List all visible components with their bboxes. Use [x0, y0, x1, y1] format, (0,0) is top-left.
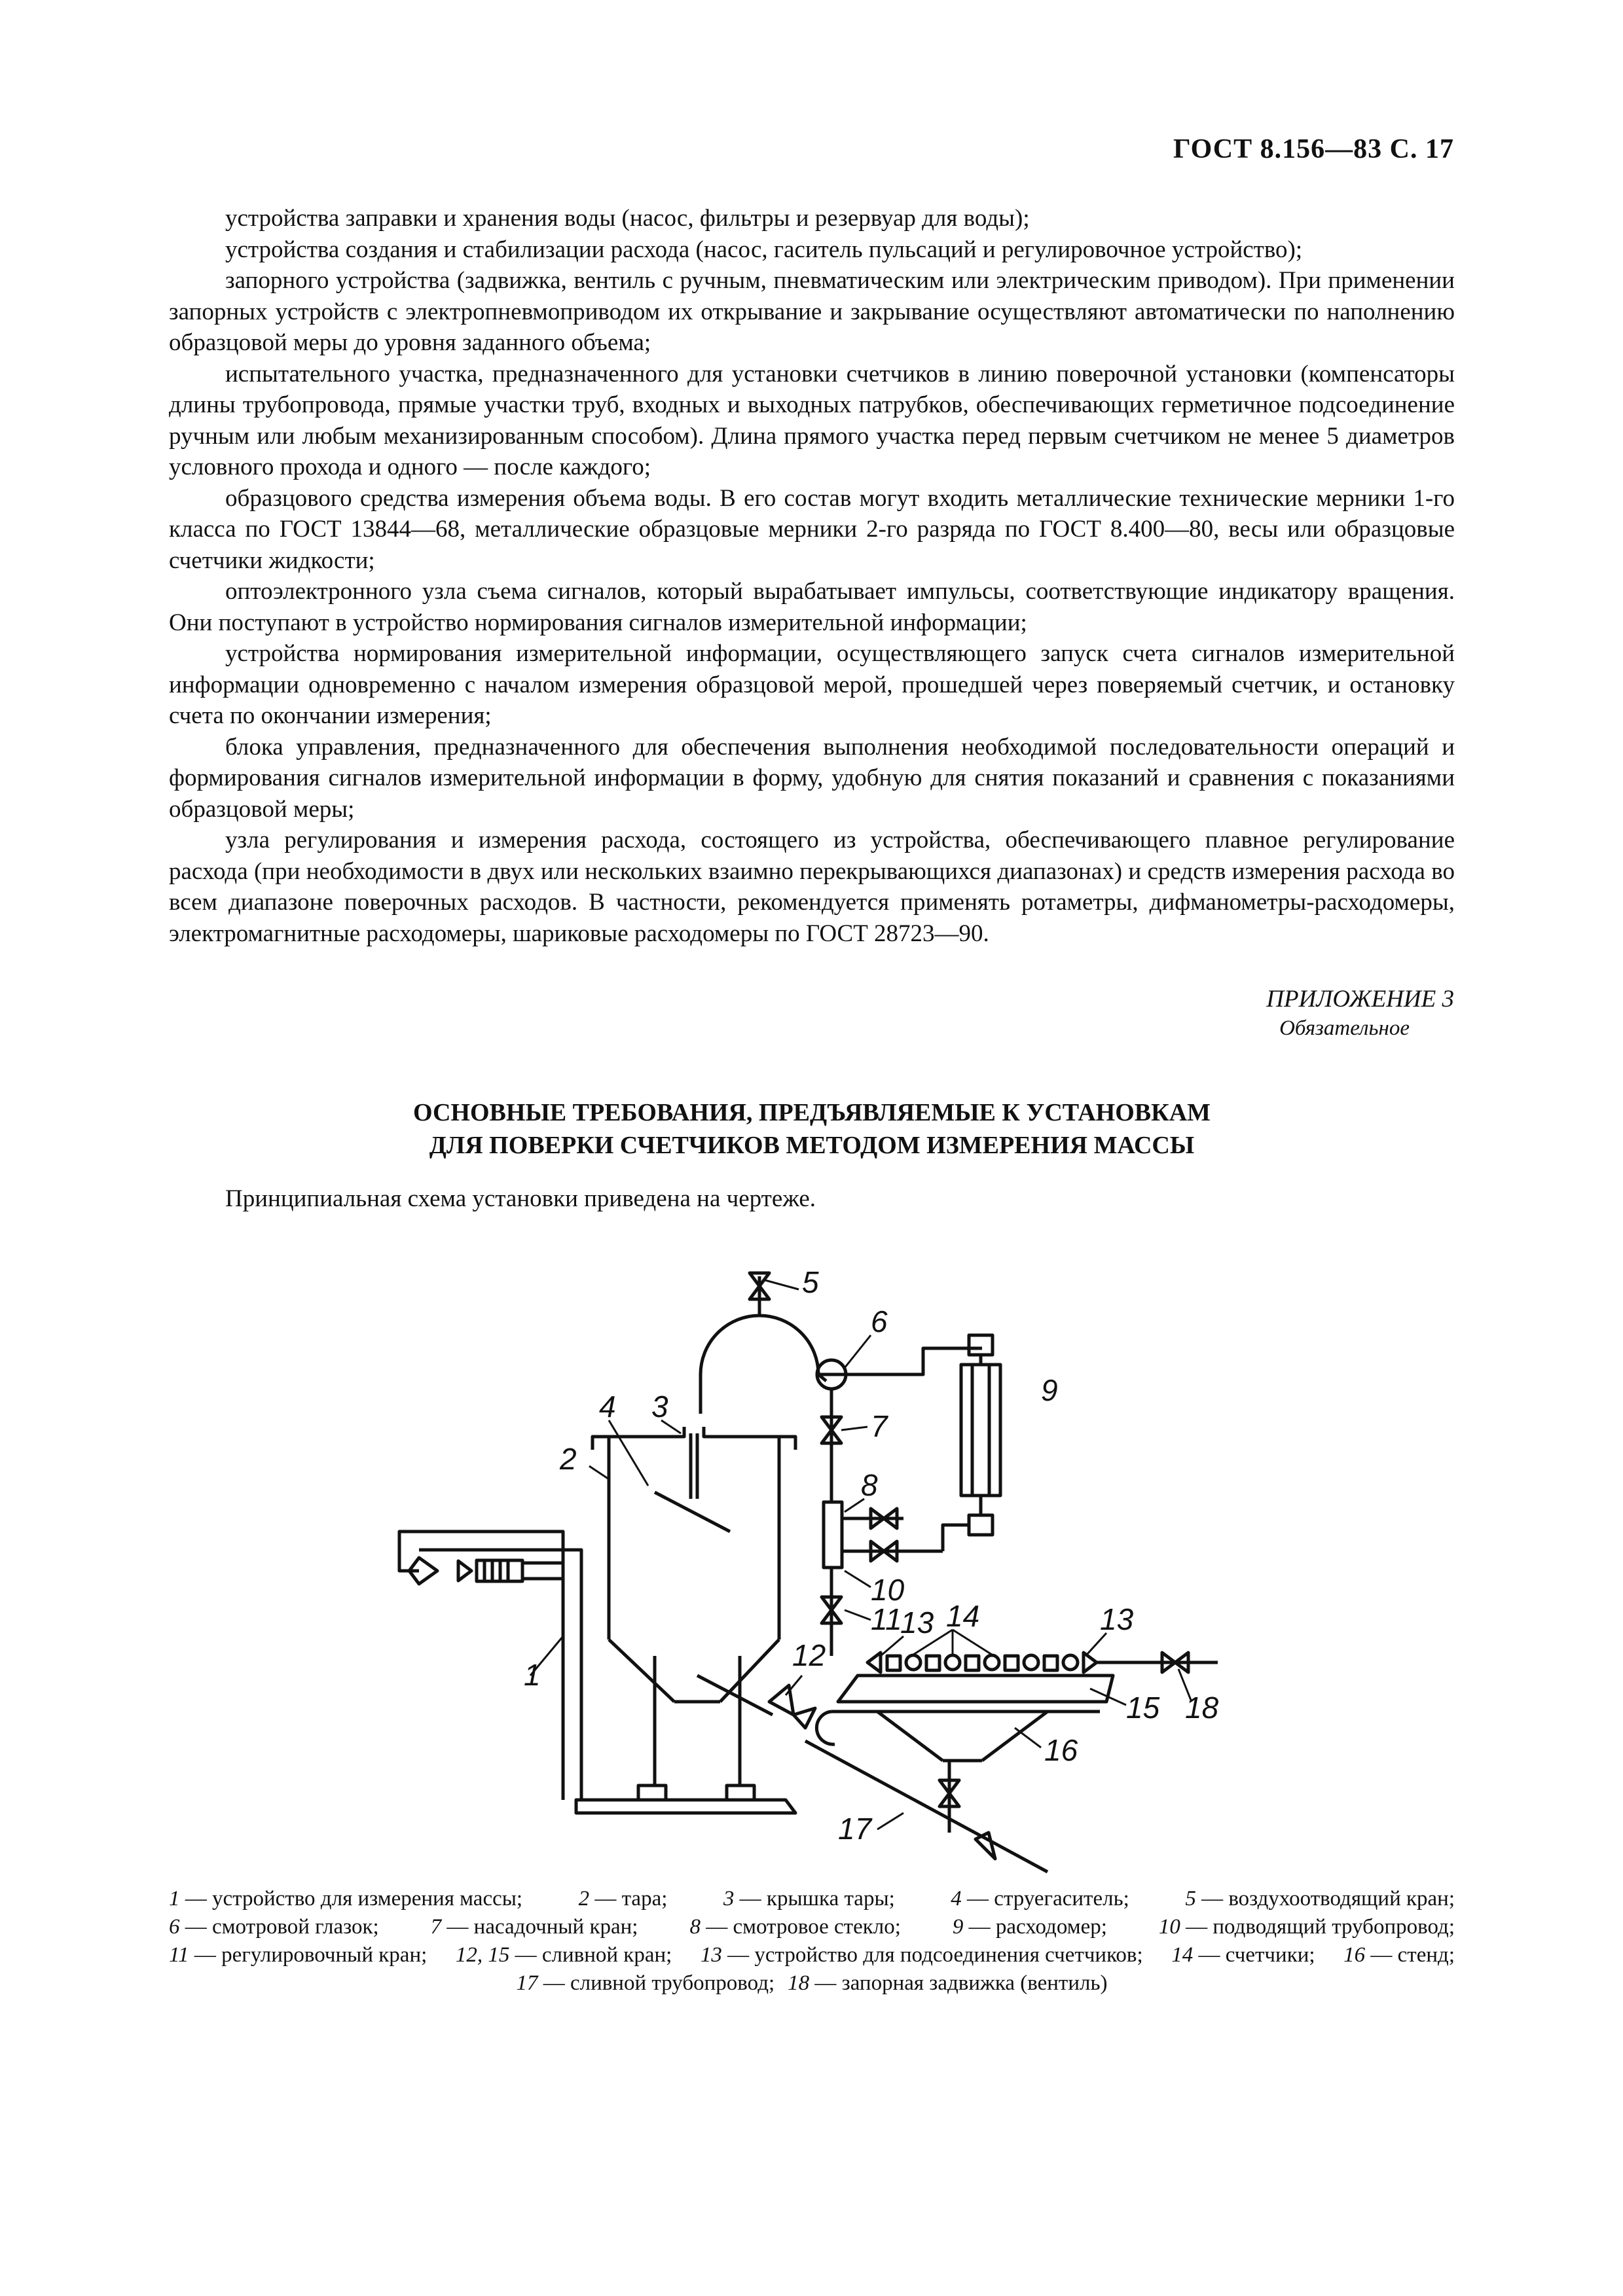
legend-item: 6 — смотровой глазок; — [169, 1915, 379, 1939]
air-valve — [750, 1273, 769, 1316]
sight-glass-eye — [817, 1348, 982, 1389]
nozzle-valve — [822, 1389, 841, 1502]
section-title — [169, 1096, 1455, 1162]
paragraph: испытательного участка, предназначенного для установки счетчиков в линию поверочной установки (компенсаторы длины трубопровода, прямые участки труб, входных и выходных патрубков, обеспечивающих герметичное подсоединение ручным или любым механизированным способом). Длина прямого участка перед первым счетчиком не менее 5 диаметров условного прохода и одного — после каждого; — [169, 360, 1455, 480]
label-15: 15 — [1126, 1691, 1160, 1725]
legend-line — [169, 1969, 1455, 1998]
paragraph: оптоэлектронного узла съема сигналов, который вырабатывает импульсы, соответствующие индикатору вращения. Они поступают в устройство нормирования сигналов измерительной информации; — [169, 578, 1455, 636]
label-9: 9 — [1041, 1373, 1058, 1407]
label-2: 2 — [560, 1442, 577, 1476]
legend-item: 2 — тара; — [578, 1887, 668, 1910]
dome — [701, 1316, 826, 1414]
label-3: 3 — [651, 1390, 668, 1424]
legend-item: 14 — счетчики; — [1171, 1943, 1315, 1967]
label-8: 8 — [861, 1468, 878, 1502]
paragraph: устройства нормирования измерительной информации, осуществляющего запуск счета сигналов измерительной информации одновременно с началом измерения образцовой мерой, прошедшей через поверяемый счетчик, и остановку счета по окончании измерения; — [169, 640, 1455, 729]
meters-line — [867, 1653, 1218, 1672]
label-13: 13 — [900, 1605, 934, 1640]
legend-item: 16 — стенд; — [1343, 1943, 1455, 1967]
container-tare — [609, 1437, 779, 1785]
legend-item: 4 — струегаситель; — [951, 1887, 1129, 1910]
mass-measuring-device — [399, 1532, 795, 1813]
legend-item: 8 — смотровое стекло; — [689, 1915, 901, 1939]
appendix-number: ПРИЛОЖЕНИЕ 3 — [1266, 986, 1454, 1013]
label-7: 7 — [871, 1409, 888, 1443]
legend-item: 11 — регулировочный кран; — [169, 1943, 428, 1967]
intro-text: Принципиальная схема установки приведена на чертеже. — [225, 1185, 816, 1212]
label-5: 5 — [802, 1265, 819, 1299]
body-text — [169, 203, 1455, 949]
section-title-line: ДЛЯ ПОВЕРКИ СЧЕТЧИКОВ МЕТОДОМ ИЗМЕРЕНИЯ МАССЫ — [429, 1132, 1195, 1159]
legend-item: 12, 15 — сливной кран; — [455, 1943, 672, 1967]
installation-scheme — [354, 1224, 1296, 1878]
label-14: 14 — [946, 1599, 980, 1633]
paragraph: устройства заправки и хранения воды (насос, фильтры и резервуар для воды); — [225, 205, 1030, 232]
legend-item: 10 — подводящий трубопровод; — [1158, 1915, 1455, 1939]
legend-item: 3 — крышка тары; — [723, 1887, 895, 1910]
paragraph: устройства создания и стабилизации расхода (насос, гаситель пульсаций и регулировочное устройство); — [225, 236, 1303, 263]
label-4: 4 — [599, 1390, 616, 1424]
leader-lines — [530, 1280, 1192, 1829]
paragraph: узла регулирования и измерения расхода, состоящего из устройства, обеспечивающего плавное регулирование расхода (при необходимости в двух или нескольких взаимно перекрывающихся диапазонах) и средств измерения расхода во всем диапазоне поверочных расходов. В частности, рекомендуется применять ротаметры, дифманометры-расходомеры, электромагнитные расходомеры, шариковые расходомеры по ГОСТ 28723—90. — [169, 827, 1455, 947]
container-lid — [593, 1427, 795, 1499]
legend-line — [169, 1913, 1455, 1941]
label-16: 16 — [1044, 1733, 1078, 1767]
paragraph: образцового средства измерения объема воды. В его состав могут входить металлические технические мерники 1-го класса по ГОСТ 13844—68, металлические образцовые мерники 2-го разряда по ГОСТ 8.400—80, весы или образцовые счетчики жидкости; — [169, 484, 1455, 574]
label-1: 1 — [524, 1658, 541, 1692]
label-18: 18 — [1185, 1691, 1219, 1725]
label-12: 12 — [792, 1638, 826, 1672]
label-13: 13 — [1100, 1602, 1134, 1636]
legend-item: 18 — запорная задвижка (вентиль) — [788, 1971, 1108, 1995]
label-6: 6 — [871, 1304, 888, 1338]
drain-valve — [769, 1685, 815, 1728]
drain-pipe — [805, 1741, 1048, 1872]
legend-item: 1 — устройство для измерения массы; — [169, 1887, 523, 1910]
appendix-label — [1179, 985, 1454, 1043]
label-11: 11 — [871, 1602, 902, 1636]
legend-item: 7 — насадочный кран; — [430, 1915, 638, 1939]
appendix-status: Обязательное — [1279, 1016, 1410, 1040]
legend-line — [169, 1885, 1455, 1913]
flowmeter — [961, 1335, 1000, 1535]
legend-item: 5 — воздухоотводящий кран; — [1185, 1887, 1455, 1910]
legend-line — [169, 1941, 1455, 1969]
page-header: ГОСТ 8.156—83 С. 17 — [1173, 134, 1454, 164]
legend-item: 9 — расходомер; — [952, 1915, 1107, 1939]
legend-item: 13 — устройство для подсоединения счетчиков; — [700, 1943, 1143, 1967]
label-17: 17 — [838, 1812, 872, 1846]
paragraph: запорного устройства (задвижка, вентиль с ручным, пневматическим или электрическим приводом). При применении запорных устройств с электропневмоприводом их открывание и закрывание осуществляют автоматически по наполнению образцовой меры до уровня заданного объема; — [169, 267, 1455, 356]
section-title-line: ОСНОВНЫЕ ТРЕБОВАНИЯ, ПРЕДЪЯВЛЯЕМЫЕ К УСТАНОВКАМ — [412, 1099, 1211, 1126]
legend — [169, 1885, 1455, 1998]
legend-item: 17 — сливной трубопровод; — [516, 1971, 775, 1995]
paragraph: блока управления, предназначенного для обеспечения выполнения необходимой последовательности операций и формирования сигналов измерительной информации в форму, удобную для снятия показаний и сравнения с показаниями образцовой меры; — [169, 733, 1455, 823]
label-10: 10 — [871, 1573, 905, 1607]
